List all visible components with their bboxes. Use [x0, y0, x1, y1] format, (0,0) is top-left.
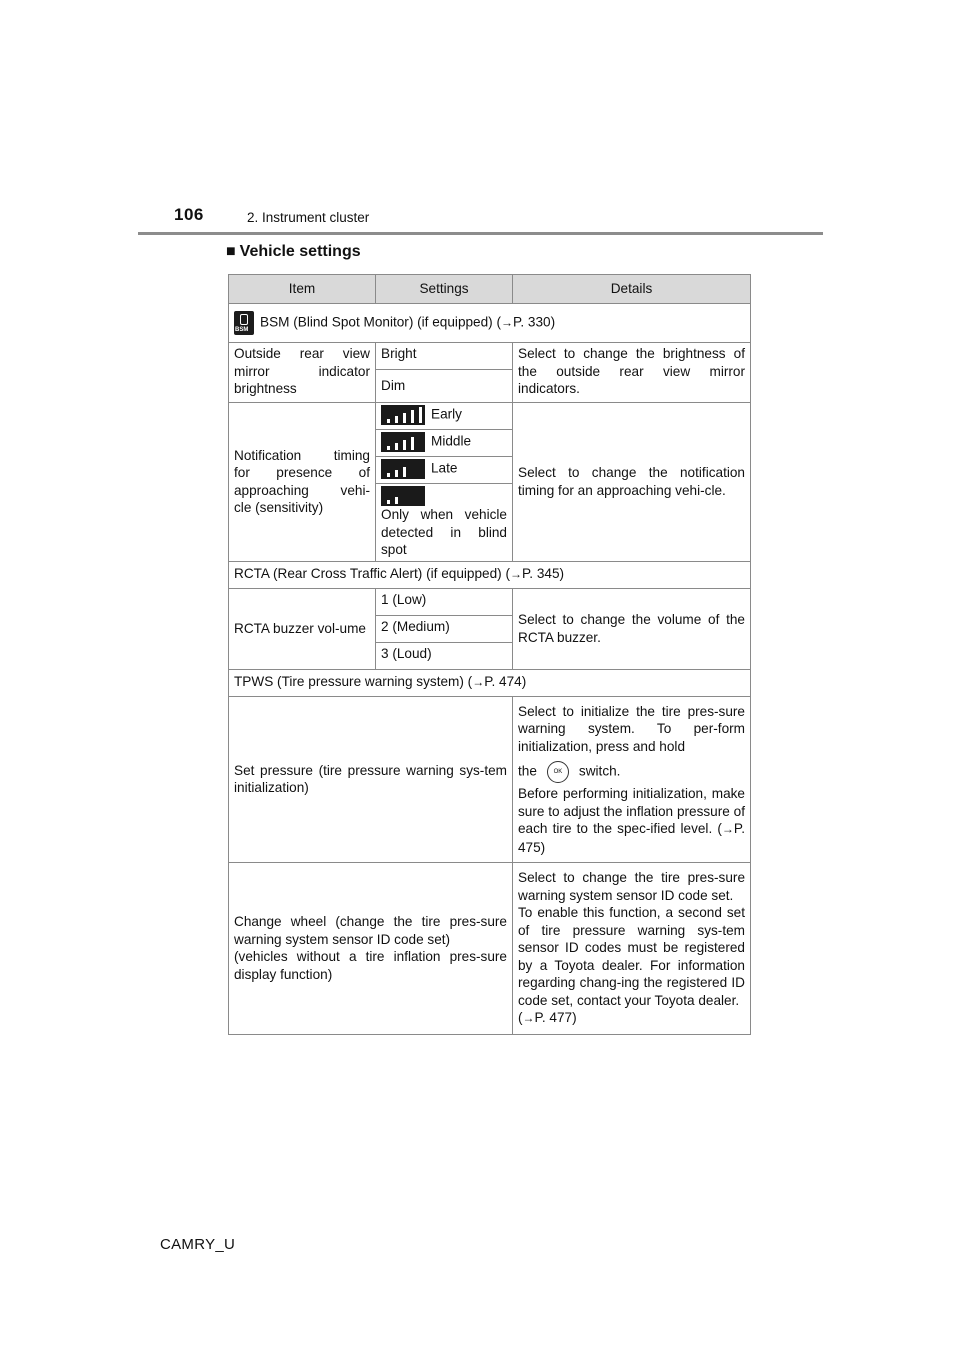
setting-low: 1 (Low) [376, 588, 513, 615]
col-item: Item [229, 275, 376, 304]
bsm-group-ref[interactable]: P. 330) [513, 314, 556, 330]
setting-blind-spot-only: Only when vehicle detected in blind spot [376, 484, 513, 562]
mirror-details: Select to change the brightness of the outside rear view mirror indicators. [513, 343, 751, 403]
footer-code: CAMRY_U [160, 1236, 236, 1253]
set-pressure-item: Set pressure (tire pressure warning sys-tem initialization) [229, 696, 513, 863]
arrow-icon: → [509, 567, 522, 582]
notification-details: Select to change the notification timing for an approaching vehi-cle. [513, 403, 751, 562]
notification-item-line: for presence of [234, 465, 370, 481]
setting-middle: Middle [376, 430, 513, 457]
notification-item-line: approaching vehi- [234, 482, 370, 498]
arrow-icon: → [501, 315, 514, 330]
notification-item [229, 403, 376, 562]
notification-item-line: cle (sensitivity) [234, 500, 324, 516]
col-details: Details [513, 275, 751, 304]
heading-title: Vehicle settings [239, 243, 361, 260]
sensitivity-middle-icon [381, 432, 425, 452]
table-row [229, 403, 751, 430]
change-wheel-details: Select to change the tire pres-sure warning system sensor ID code set. To enable this function, a second set of tire pressure warning sys-tem sensor ID codes must be registered by a Toyota dealer. For information regarding chang-ing the registered ID code set, contact your Toyota dealer. (→P. 477) [513, 863, 751, 1035]
rcta-item: RCTA buzzer vol-ume [229, 588, 376, 669]
bsm-indicator-icon [234, 311, 254, 335]
tpws-group-row [229, 669, 751, 696]
table-row [229, 588, 751, 615]
table-row [229, 343, 751, 370]
heading-bullet: ■ [226, 243, 236, 260]
col-settings: Settings [376, 275, 513, 304]
setting-loud: 3 (Loud) [376, 642, 513, 669]
bsm-group-row [229, 304, 751, 343]
setting-medium: 2 (Medium) [376, 615, 513, 642]
table-header-row [229, 275, 751, 304]
setting-late: Late [376, 457, 513, 484]
arrow-icon: → [472, 675, 485, 690]
setting-bright: Bright [376, 343, 513, 370]
rcta-group-row [229, 561, 751, 588]
rcta-details: Select to change the volume of the RCTA buzzer. [513, 588, 751, 669]
header-rule [138, 232, 823, 235]
ok-switch-icon: OK [547, 761, 569, 783]
rcta-group-label: RCTA (Rear Cross Traffic Alert) (if equipped) ( [234, 566, 510, 582]
tpws-group-label: TPWS (Tire pressure warning system) ( [234, 674, 473, 690]
sensitivity-late-icon [381, 459, 425, 479]
set-pressure-details: Select to initialize the tire pres-sure warning system. To per-form initialization, press and hold the OK switch. Before performing initialization, make sure to adjust the inflation pressure of each tire to the spec-ified level. (→P. 475) [513, 696, 751, 863]
heading [226, 243, 361, 261]
table-row [229, 863, 751, 1035]
setting-early: Early [376, 403, 513, 430]
table-row [229, 696, 751, 863]
tpws-group-ref[interactable]: P. 474) [484, 674, 527, 690]
sensitivity-blind-spot-icon [381, 486, 425, 506]
arrow-icon: → [721, 822, 734, 836]
arrow-icon: → [522, 1011, 535, 1025]
change-wheel-item: Change wheel (change the tire pres-sure warning system sensor ID code set) (vehicles without a tire inflation pres-sure display function) [229, 863, 513, 1035]
sensitivity-early-icon [381, 405, 425, 425]
mirror-item: Outside rear view mirror indicator brightness [229, 343, 376, 403]
setting-dim: Dim [376, 370, 513, 403]
page-number: 106 [174, 205, 204, 224]
bsm-group-label: BSM (Blind Spot Monitor) (if equipped) ( [260, 314, 502, 330]
section-title: 2. Instrument cluster [247, 210, 370, 225]
notification-item-line: Notification timing [234, 447, 370, 463]
rcta-group-ref[interactable]: P. 345) [521, 566, 565, 582]
vehicle-settings-table [228, 274, 751, 1035]
